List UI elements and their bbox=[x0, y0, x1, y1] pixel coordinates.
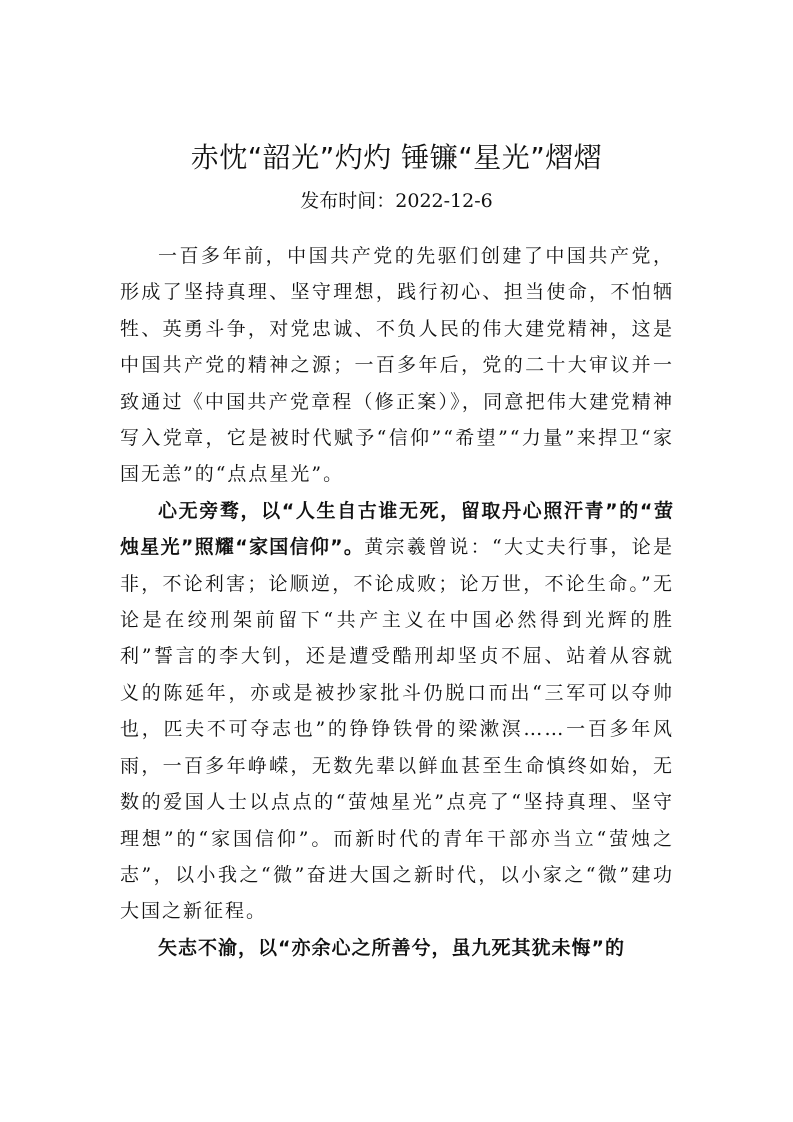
paragraph-3-lead: 矢志不渝，以“亦余心之所善兮，虽九死其犹未悔”的 bbox=[158, 936, 625, 959]
paragraph-1 bbox=[120, 238, 674, 493]
article-body bbox=[120, 238, 674, 966]
paragraph-2-text: 黄宗羲曾说：“大丈夫行事，论是非，不论利害；论顺逆，不论成败；论万世，不论生命。”无论是在绞刑架前留下“共产主义在中国必然得到光辉的胜利”誓言的李大钊，还是遭受酷刑却坚贞不屈、站着从容就义的陈延年，亦或是被抄家批斗仍脱口而出“三军可以夺帅也，匹夫不可夺志也”的铮铮铁骨的梁漱溟……一百多年风雨，一百多年峥嵘，无数先辈以鲜血甚至生命慎终如始，无数的爱国人士以点点的“萤烛星光”点亮了“坚持真理、坚守理想”的“家国信仰”。而新时代的青年干部亦当立“萤烛之志”，以小我之“微”奋进大国之新时代，以小家之“微”建功大国之新征程。 bbox=[120, 536, 674, 923]
paragraph-2-lead: 心无旁骛，以“人生自古谁无死，留取丹心照汗青”的“萤烛星光”照耀“家国信仰”。 bbox=[120, 499, 674, 559]
paragraph-1-text: 一百多年前，中国共产党的先驱们创建了中国共产党，形成了坚持真理、坚守理想，践行初心、担当使命，不怕牺牲、英勇斗争，对党忠诚、不负人民的伟大建党精神，这是中国共产党的精神之源；一百多年后，党的二十大审议并一致通过《中国共产党章程（修正案）》，同意把伟大建党精神写入党章，它是被时代赋予“信仰”“希望”“力量”来捍卫“家国无恙”的“点点星光”。 bbox=[120, 245, 674, 486]
paragraph-2 bbox=[120, 493, 674, 930]
publish-date: 发布时间：2022-12-6 bbox=[300, 190, 493, 212]
document-title: 赤忱“韶光”灼灼 锤镰“星光”熠熠 bbox=[190, 141, 603, 174]
paragraph-3 bbox=[120, 930, 674, 966]
